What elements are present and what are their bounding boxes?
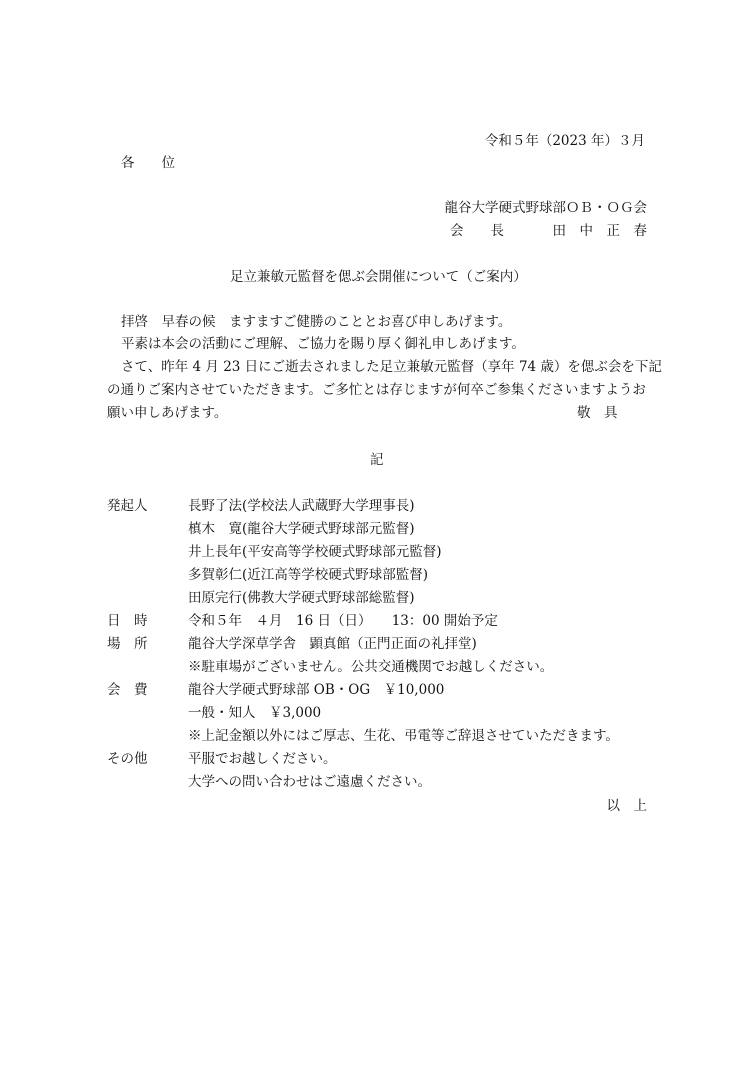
document-title: 足立兼敏元監督を偲ぶ会開催について（ご案内）: [230, 269, 527, 285]
announcement-line-2: の通りご案内させていただきます。ご多忙とは存じますが何卒ご参集くださいますようお: [107, 382, 646, 398]
sender-role: 会 長: [450, 223, 504, 239]
other-attire: 平服でお越しください。: [188, 751, 337, 767]
closing-keigu: 敬 具: [577, 405, 618, 421]
fee-note: ※上記金額以外にはご厚志、生花、弔電等ご辞退させていただきます。: [188, 728, 619, 744]
promoter-item: 井上長年(平安高等学校硬式野球部元監督): [188, 544, 442, 560]
datetime-value: 令和５年 ４月 16 日（日） 13：00 開始予定: [188, 613, 498, 629]
promoters-label: 発起人: [107, 498, 148, 514]
addressee: 各 位: [121, 155, 175, 171]
ki-heading: 記: [370, 452, 384, 468]
greeting-paragraph: 拝啓 早春の候 ますますご健勝のこととお喜び申しあげます。: [121, 314, 512, 330]
place-label: 場 所: [107, 636, 148, 652]
promoter-item: 多賀彰仁(近江高等学校硬式野球部監督): [188, 567, 429, 583]
announcement-line-1: さて、昨年 4 月 23 日にご逝去されました足立兼敏元監督（享年 74 歳）を偲ぶ会を下記: [121, 359, 662, 375]
promoter-item: 槙木 寛(龍谷大学硬式野球部元監督): [188, 521, 415, 537]
datetime-label: 日 時: [107, 613, 148, 629]
place-note: ※駐車場がございません。公共交通機関でお越しください。: [188, 659, 554, 675]
promoter-item: 田原完行(佛教大学硬式野球部総監督): [188, 590, 415, 606]
announcement-line-3: 願い申しあげます。: [107, 405, 228, 421]
date: 令和５年（2023 年）３月: [484, 133, 645, 149]
fee-label: 会 費: [107, 682, 148, 698]
other-inquiry: 大学への問い合わせはご遠慮ください。: [188, 774, 431, 790]
sender-name: 田 中 正 春: [552, 223, 647, 239]
fee-member: 龍谷大学硬式野球部 OB・OG ￥10,000: [188, 682, 445, 698]
fee-general: 一般・知人 ￥3,000: [188, 705, 322, 721]
sender-org: 龍谷大学硬式野球部ＯＢ・ＯＧ会: [444, 200, 647, 216]
place-value: 龍谷大学深草学舎 顕真館（正門正面の礼拝堂): [188, 636, 477, 652]
promoter-item: 長野了法(学校法人武蔵野大学理事長): [188, 498, 415, 514]
end-mark: 以 上: [606, 798, 647, 814]
other-label: その他: [107, 751, 148, 767]
thanks-paragraph: 平素は本会の活動にご理解、ご協力を賜り厚く御礼申しあげます。: [121, 336, 525, 352]
